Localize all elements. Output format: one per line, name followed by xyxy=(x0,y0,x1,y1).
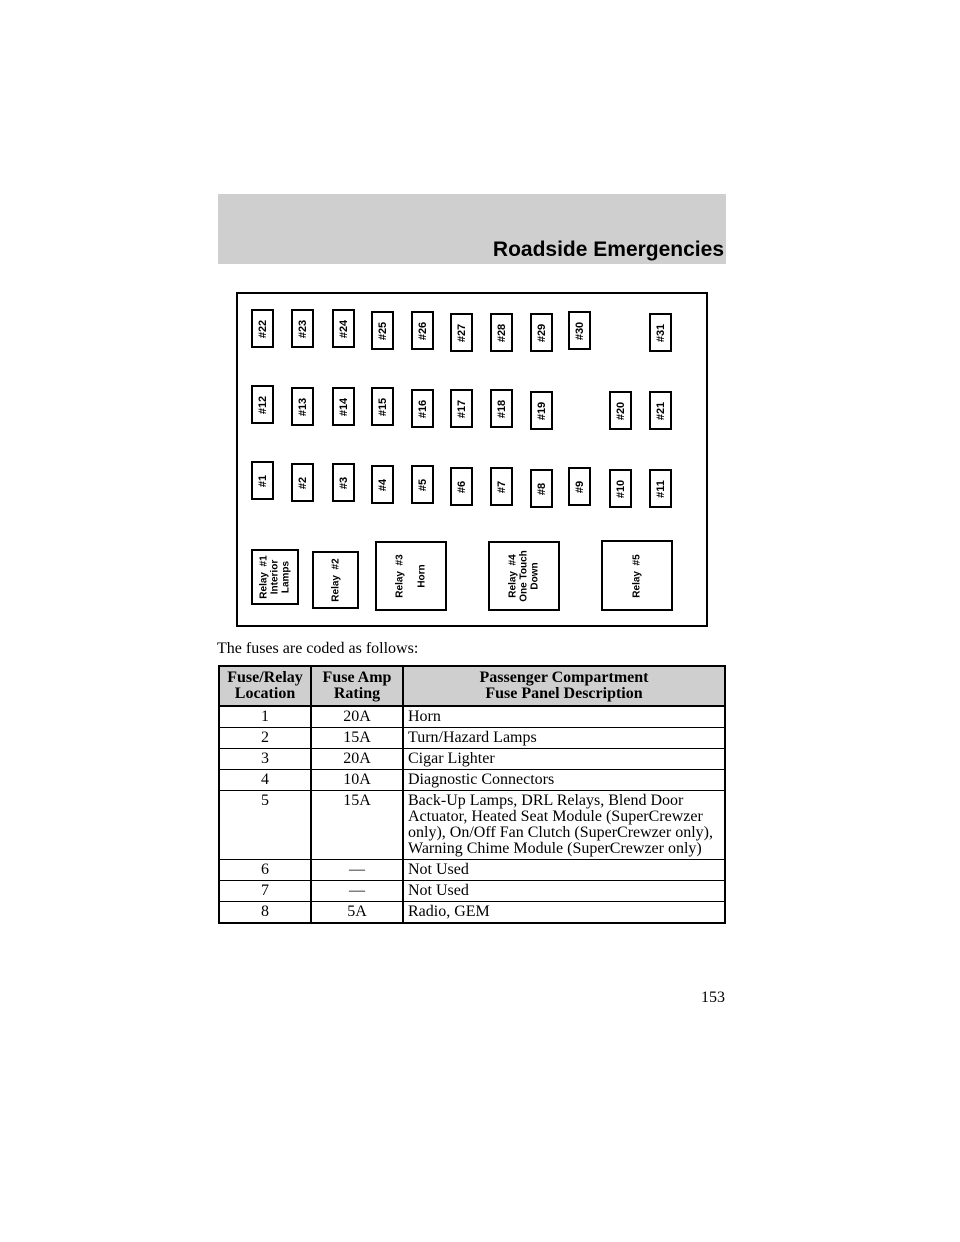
section-title: Roadside Emergencies xyxy=(492,238,724,261)
fuse-24: #24 xyxy=(332,309,355,348)
cell-amp: 10A xyxy=(311,770,403,791)
table-row xyxy=(219,706,725,728)
fuse-2: #2 xyxy=(291,463,314,502)
table-row xyxy=(219,770,725,791)
relay-4: Relay #4 One Touch Down xyxy=(488,541,560,611)
section-header-bar xyxy=(218,194,726,264)
cell-amp: 15A xyxy=(311,728,403,749)
relay-3: Relay #3 Horn xyxy=(375,541,447,611)
fuse-14: #14 xyxy=(332,387,355,426)
relay-2: Relay #2 xyxy=(312,551,359,609)
table-row xyxy=(219,881,725,902)
fuse-20: #20 xyxy=(609,391,632,430)
fuse-9: #9 xyxy=(568,467,591,506)
cell-location: 5 xyxy=(219,791,311,860)
cell-location: 6 xyxy=(219,860,311,881)
fuse-22: #22 xyxy=(251,309,274,348)
fuse-8: #8 xyxy=(530,469,553,508)
fuse-21: #21 xyxy=(649,391,672,430)
fuse-29: #29 xyxy=(530,313,553,352)
table-row xyxy=(219,791,725,860)
cell-amp: 20A xyxy=(311,749,403,770)
cell-location: 3 xyxy=(219,749,311,770)
column-header-description: Passenger Compartment Fuse Panel Description xyxy=(403,666,725,706)
fuse-13: #13 xyxy=(291,387,314,426)
cell-amp: — xyxy=(311,881,403,902)
cell-amp: 20A xyxy=(311,706,403,728)
intro-text: The fuses are coded as follows: xyxy=(217,640,419,657)
fuse-table xyxy=(218,665,726,924)
cell-location: 8 xyxy=(219,902,311,924)
relay-5: Relay #5 xyxy=(601,540,673,611)
fuse-28: #28 xyxy=(490,313,513,352)
table-row xyxy=(219,860,725,881)
fuse-12: #12 xyxy=(251,385,274,424)
table-row xyxy=(219,902,725,924)
cell-description: Radio, GEM xyxy=(403,902,725,924)
fuse-18: #18 xyxy=(490,389,513,428)
cell-location: 1 xyxy=(219,706,311,728)
relay-1: Relay #1 Interior Lamps xyxy=(251,549,299,605)
cell-amp: — xyxy=(311,860,403,881)
fuse-3: #3 xyxy=(332,463,355,502)
table-header-row xyxy=(219,666,725,706)
cell-location: 4 xyxy=(219,770,311,791)
column-header-location: Fuse/Relay Location xyxy=(219,666,311,706)
fuse-15: #15 xyxy=(371,387,394,426)
fuse-27: #27 xyxy=(450,313,473,352)
cell-description: Back-Up Lamps, DRL Relays, Blend Door Actuator, Heated Seat Module (SuperCrewzer only), On/Off Fan Clutch (SuperCrewzer only), Warning Chime Module (SuperCrewzer only) xyxy=(403,791,725,860)
fuse-31: #31 xyxy=(649,313,672,352)
fuse-10: #10 xyxy=(609,469,632,508)
fuse-4: #4 xyxy=(371,465,394,504)
column-header-amp-rating: Fuse Amp Rating xyxy=(311,666,403,706)
cell-location: 7 xyxy=(219,881,311,902)
fuse-17: #17 xyxy=(450,389,473,428)
cell-amp: 5A xyxy=(311,902,403,924)
fuse-1: #1 xyxy=(251,461,274,500)
cell-amp: 15A xyxy=(311,791,403,860)
cell-description: Not Used xyxy=(403,860,725,881)
cell-description: Diagnostic Connectors xyxy=(403,770,725,791)
fuse-16: #16 xyxy=(411,389,434,428)
fuse-25: #25 xyxy=(371,311,394,350)
fuse-11: #11 xyxy=(649,469,672,508)
cell-description: Cigar Lighter xyxy=(403,749,725,770)
fuse-26: #26 xyxy=(411,311,434,350)
cell-description: Horn xyxy=(403,706,725,728)
fuse-30: #30 xyxy=(568,311,591,350)
fuse-23: #23 xyxy=(291,309,314,348)
fuse-7: #7 xyxy=(490,467,513,506)
page-number: 153 xyxy=(701,989,725,1006)
cell-description: Not Used xyxy=(403,881,725,902)
table-row xyxy=(219,728,725,749)
fuse-5: #5 xyxy=(411,465,434,504)
table-row xyxy=(219,749,725,770)
cell-description: Turn/Hazard Lamps xyxy=(403,728,725,749)
fuse-panel-diagram xyxy=(236,292,708,627)
fuse-19: #19 xyxy=(530,391,553,430)
cell-location: 2 xyxy=(219,728,311,749)
fuse-6: #6 xyxy=(450,467,473,506)
